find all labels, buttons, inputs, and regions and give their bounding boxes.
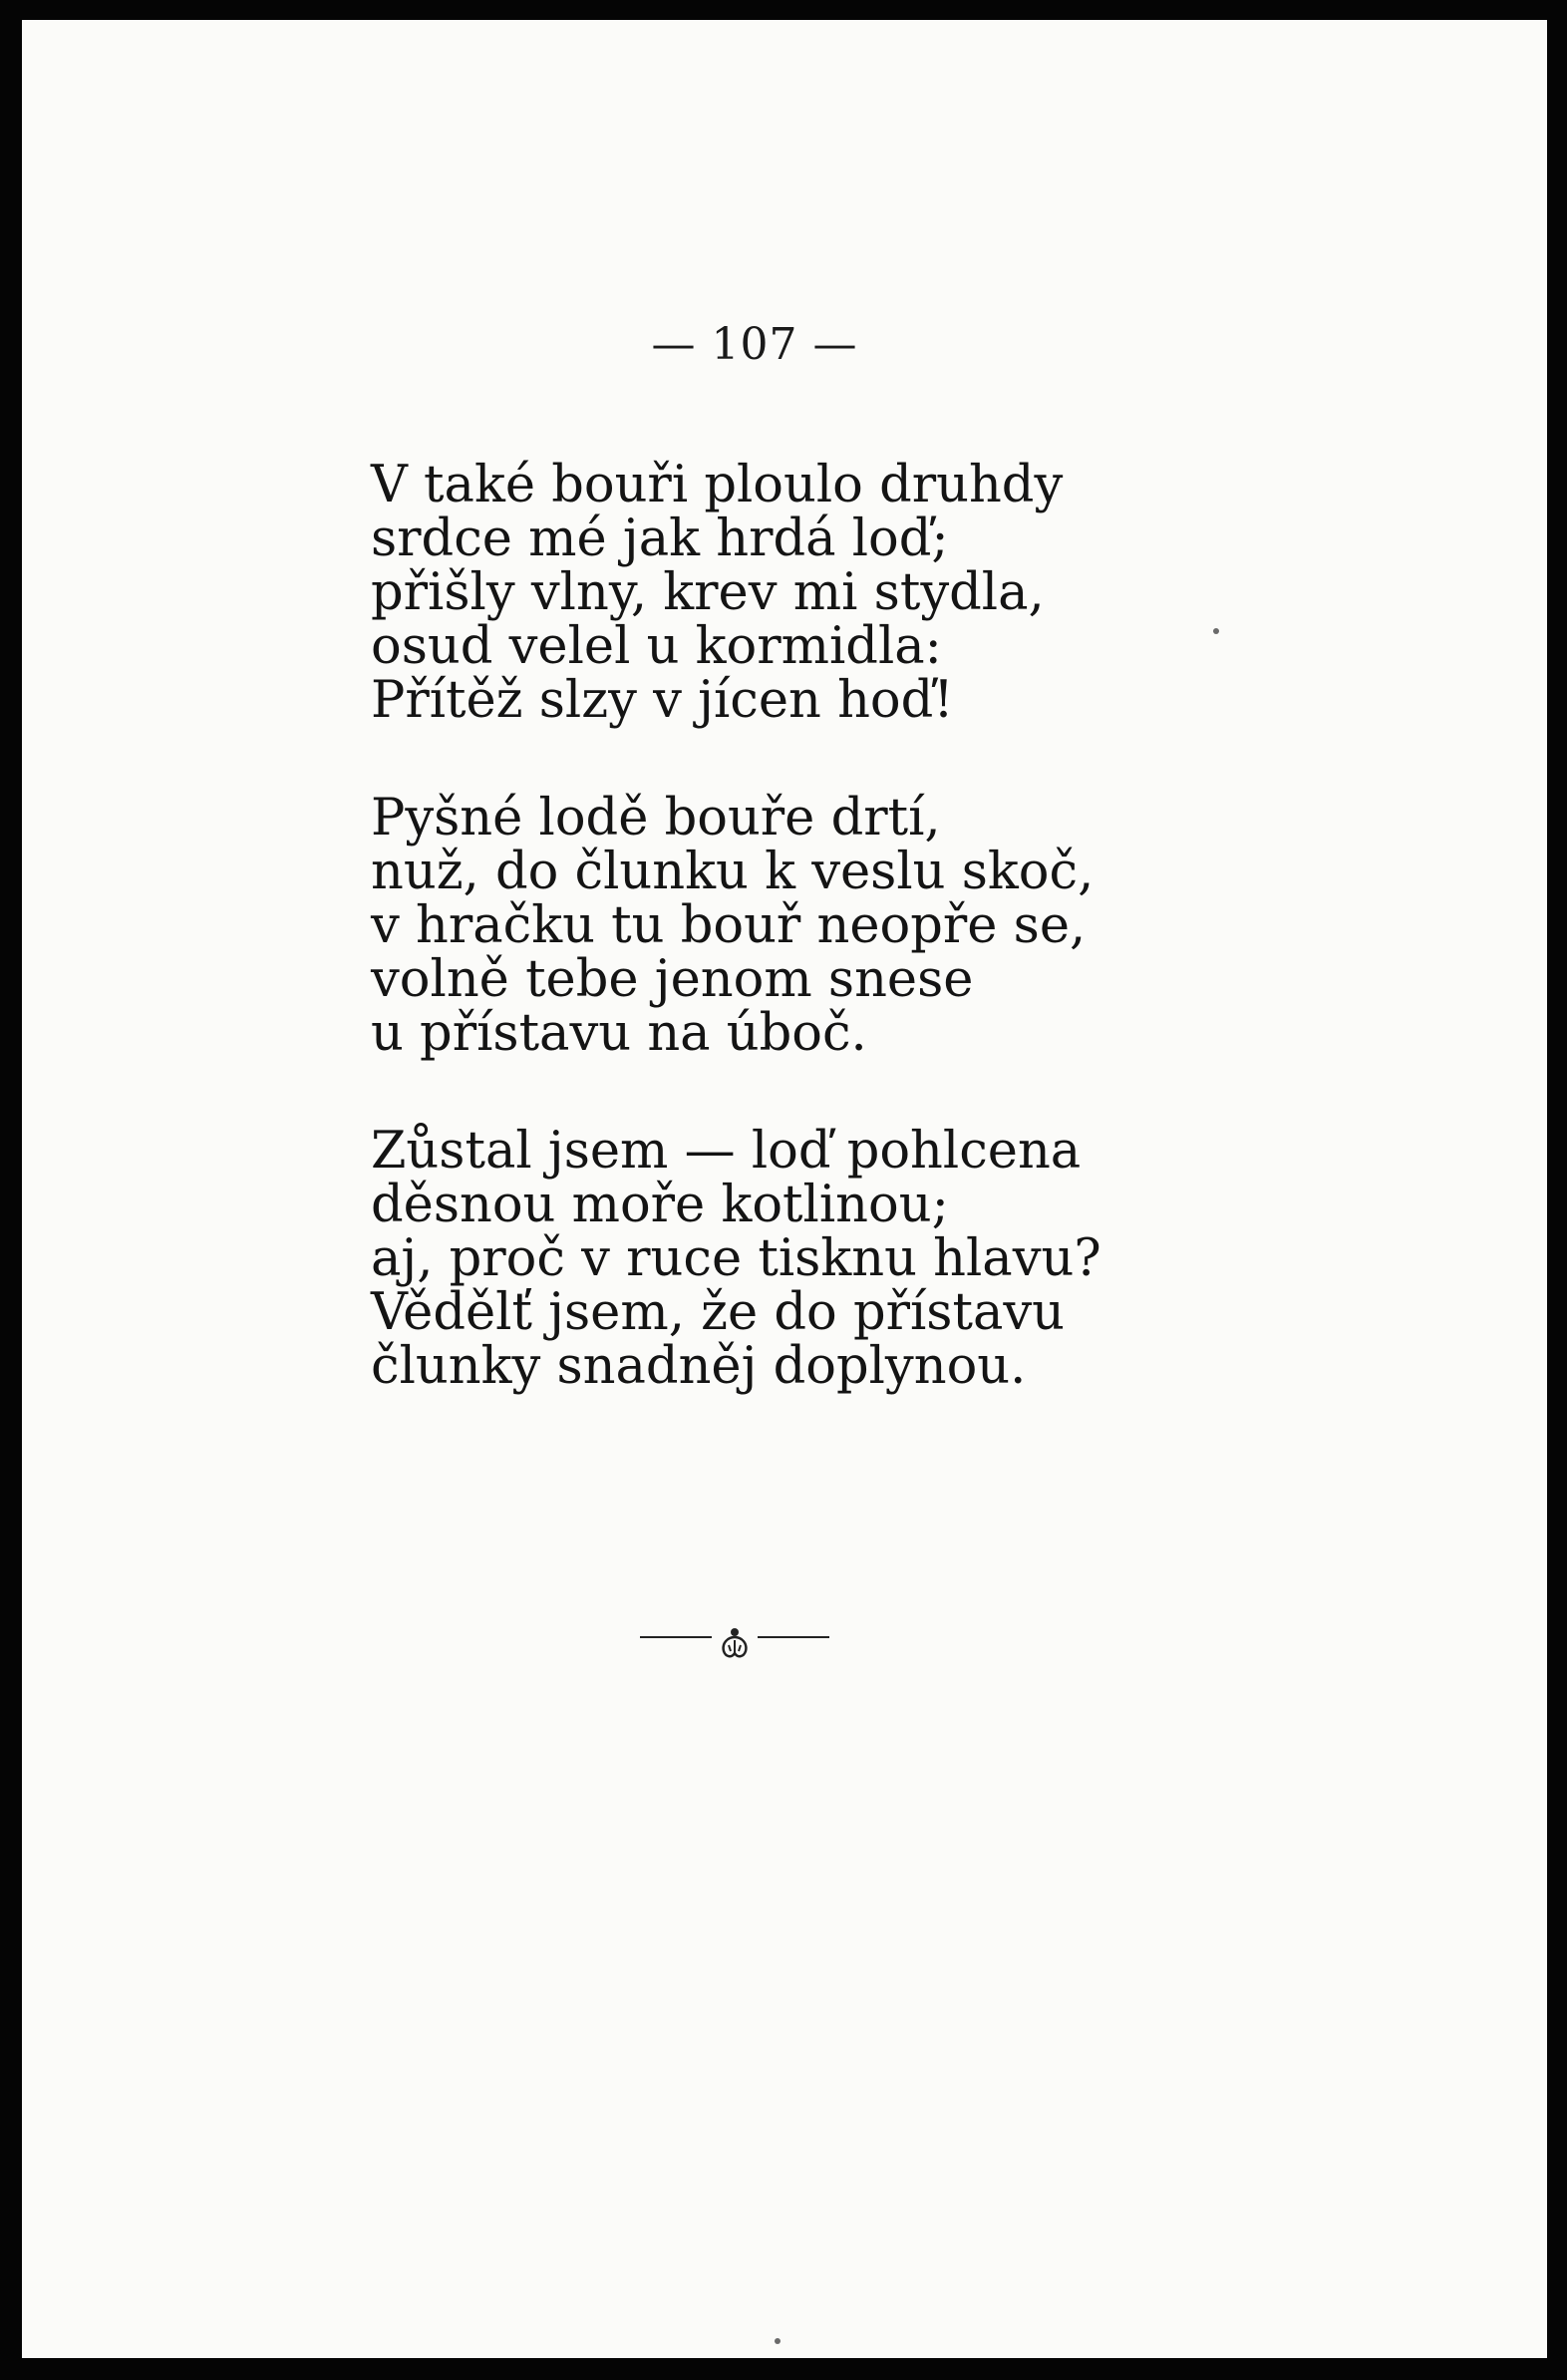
book-page: [22, 20, 1547, 2358]
poem-line: volně tebe jenom snese: [371, 950, 974, 1009]
poem: [371, 456, 1467, 1458]
poem-line: nuž, do člunku k veslu skoč,: [371, 843, 1095, 901]
poem-line: děsnou moře kotlinou;: [371, 1176, 949, 1234]
paper-speck: [775, 2338, 781, 2344]
stanza-1: [371, 456, 1467, 730]
poem-line: v hračku tu bouř neopře se,: [371, 896, 1087, 955]
stanza-2: [371, 789, 1467, 1063]
page-number: — 107 —: [651, 319, 858, 370]
poem-line: Přítěž slzy v jícen hoď!: [371, 671, 954, 730]
poem-line: srdce mé jak hrdá loď;: [371, 510, 949, 568]
poem-line: Vědělť jsem, že do přístavu: [371, 1283, 1066, 1342]
poem-line: Zůstal jsem — loď pohlcena: [371, 1122, 1082, 1181]
poem-line: člunky snadněj doplynou.: [371, 1337, 1027, 1396]
stanza-3: [371, 1122, 1467, 1396]
paper-speck: [1213, 628, 1219, 634]
poem-line: osud velel u kormidla:: [371, 617, 942, 676]
poem-line: Pyšné lodě bouře drtí,: [371, 789, 941, 848]
poem-line: V také bouři ploulo druhdy: [371, 456, 1064, 514]
poem-line: aj, proč v ruce tisknu hlavu?: [371, 1229, 1101, 1288]
poem-line: přišly vlny, krev mi stydla,: [371, 563, 1045, 622]
floral-ornament-icon: [640, 1623, 829, 1663]
poem-line: u přístavu na úboč.: [371, 1004, 867, 1063]
